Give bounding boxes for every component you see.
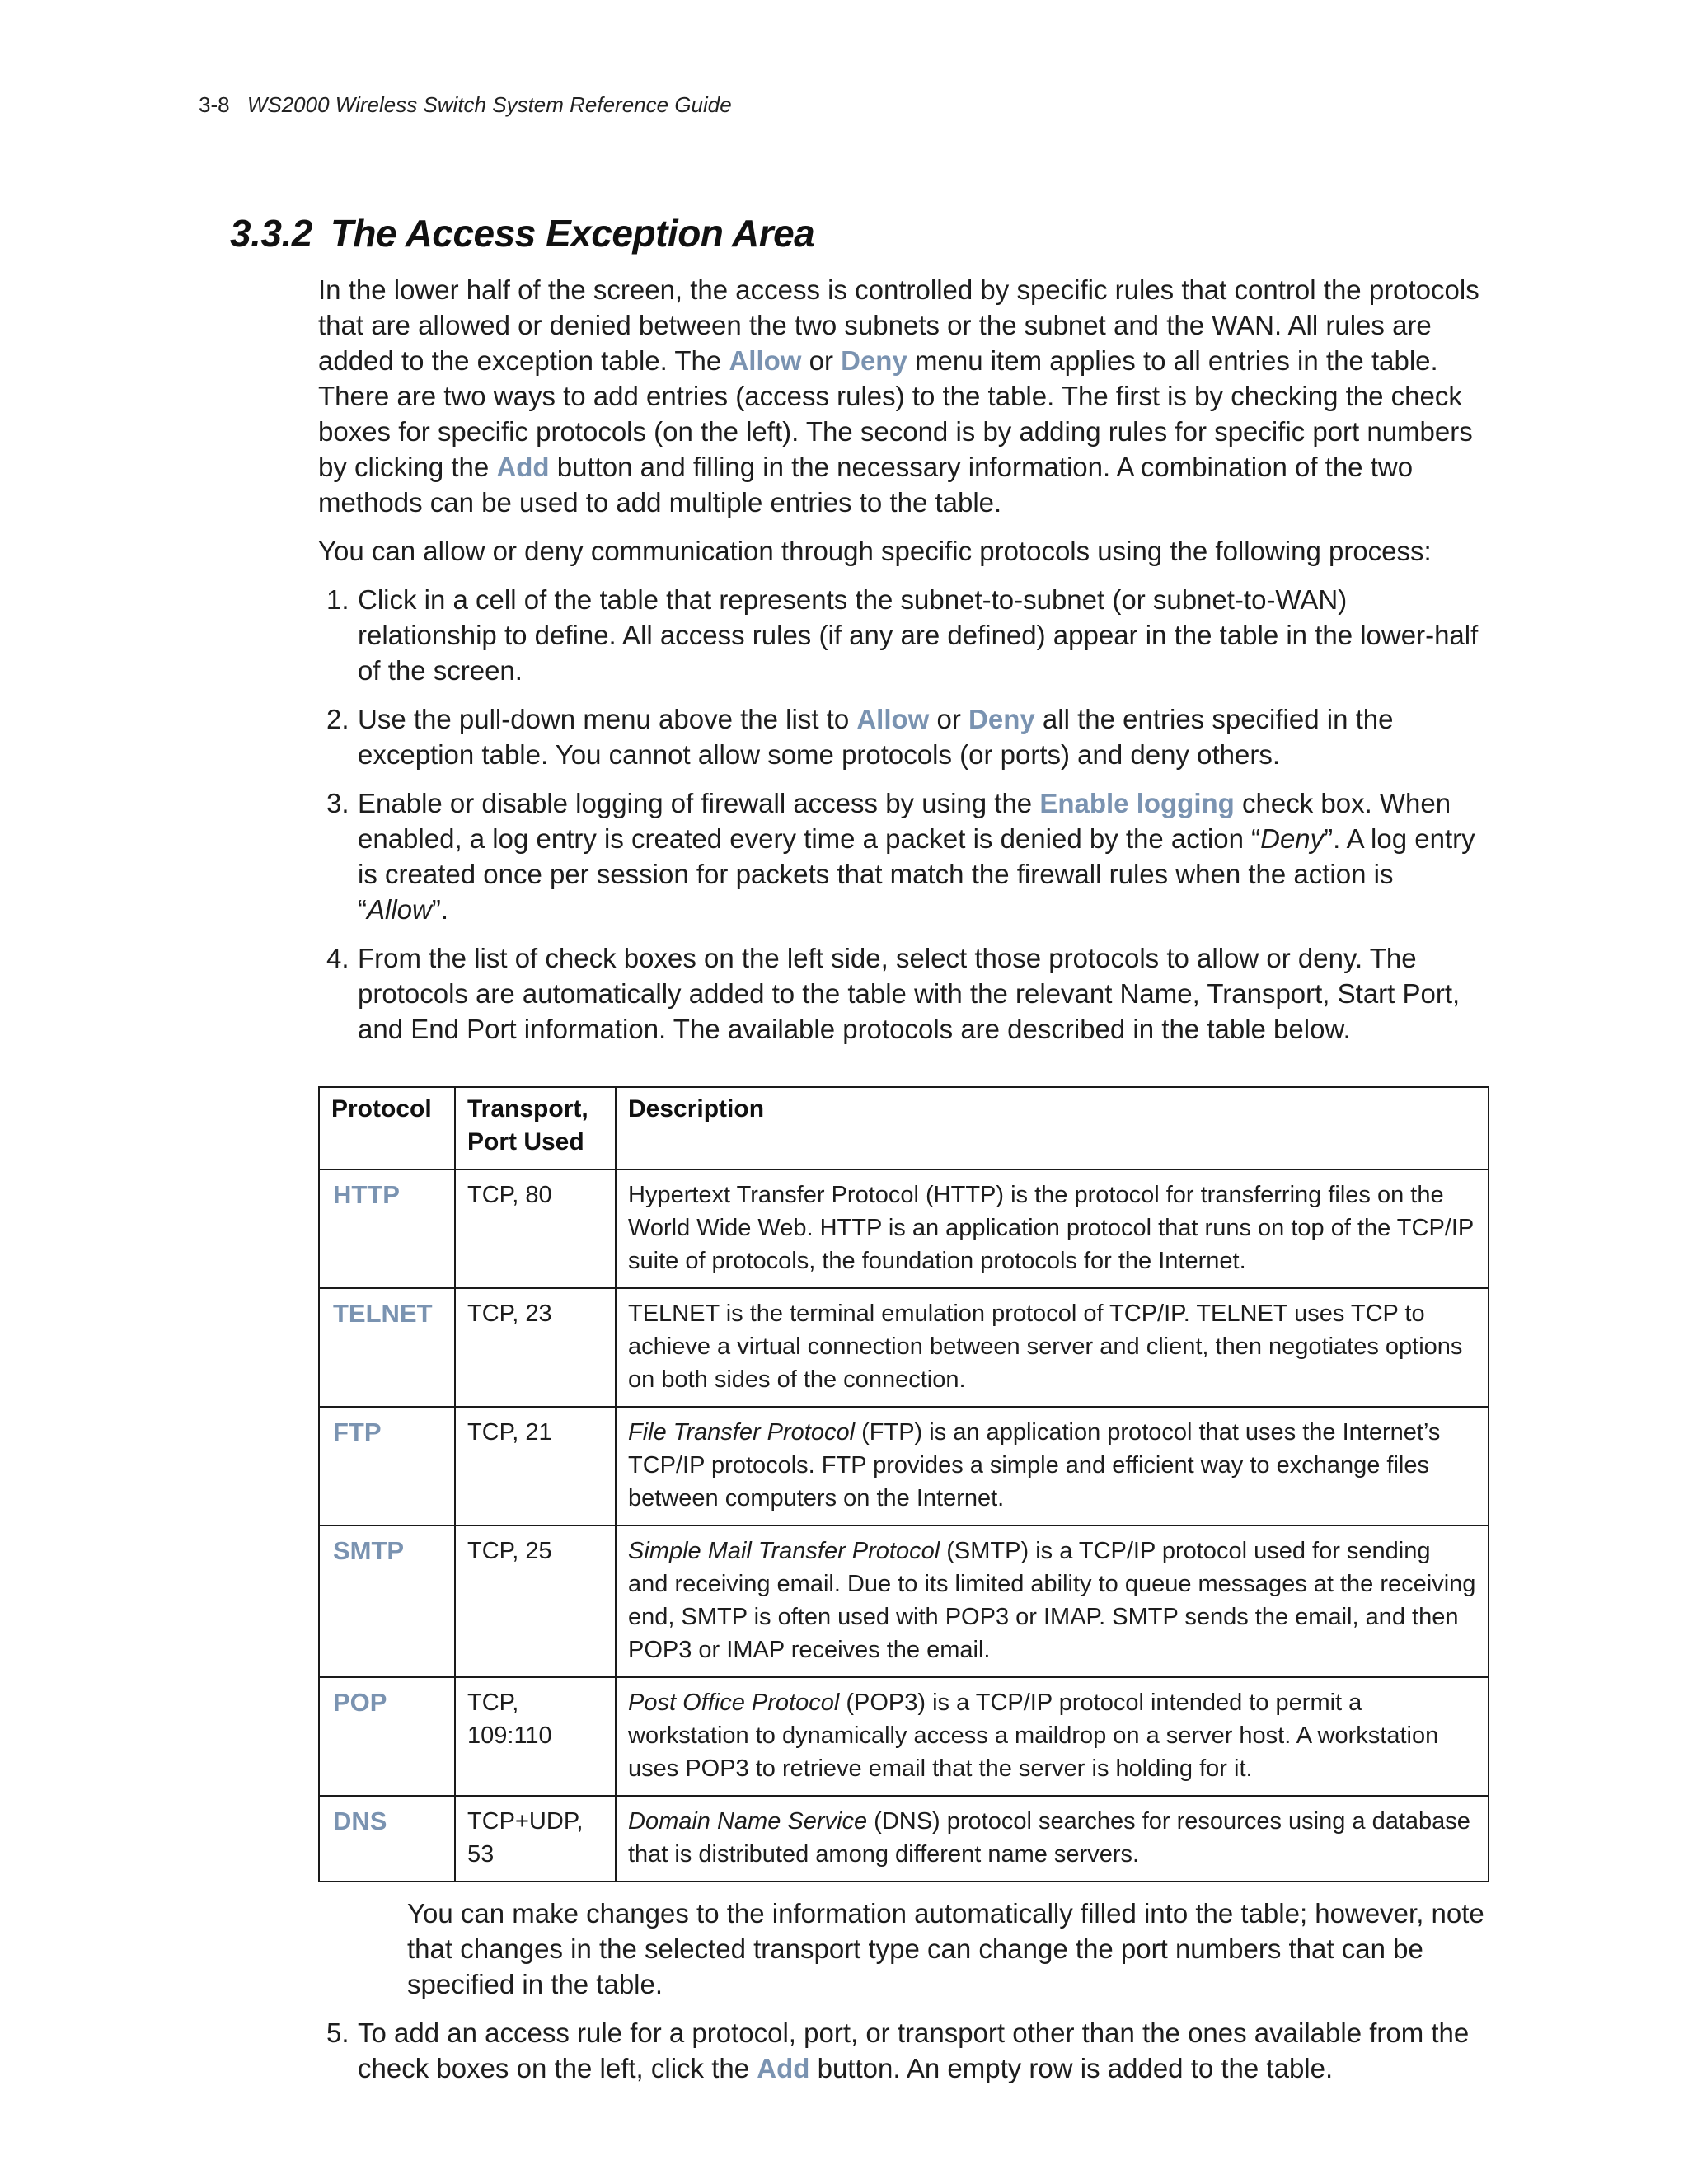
description-italic: Simple Mail Transfer Protocol (628, 1538, 940, 1564)
enable-logging-keyword: Enable logging (1039, 788, 1235, 818)
column-header-transport (455, 1087, 616, 1169)
add-keyword: Add (757, 2053, 810, 2083)
table-row (319, 1677, 1489, 1796)
transport-port: TCP, 80 (455, 1169, 616, 1288)
transport-port: TCP, 23 (455, 1288, 616, 1407)
step-text: check box. When enabled, a log entry is created every time a packet is denied by the action “ (358, 788, 1451, 854)
page-body (318, 272, 1489, 2099)
transport-port: TCP, 21 (455, 1407, 616, 1526)
step-number: 4. (326, 943, 349, 973)
table-note: You can make changes to the information automatically filled into the table; however, note that changes in the selected transport type can change the port numbers that can be specified in the table. (407, 1898, 1484, 1999)
column-header-description: Description (616, 1087, 1489, 1169)
add-keyword: Add (496, 452, 550, 482)
intro-text-3: button and filling in the necessary information. A combination of the two methods can be used to add multiple entries to the table. (318, 452, 1414, 518)
description-text: TELNET is the terminal emulation protocol of TCP/IP. TELNET uses TCP to achieve a virtual connection between server and client, then negotiates options on both sides of the connection. (628, 1301, 1463, 1393)
protocol-table (318, 1086, 1489, 1882)
description-text: (FTP) is an application protocol that uses the Internet’s TCP/IP protocols. FTP provides a simple and efficient way to exchange files between computers on the Internet. (628, 1419, 1441, 1511)
intro-or: or (801, 345, 842, 376)
description-text: Hypertext Transfer Protocol (HTTP) is the protocol for transferring files on the World Wide Web. HTTP is an application protocol that runs on top of the TCP/IP suite of protocols, the foundation protocols for the Internet. (628, 1182, 1474, 1274)
transport-header-line-1: Transport, (467, 1095, 588, 1122)
step-number: 5. (326, 2018, 349, 2048)
running-header (199, 92, 732, 118)
steps-list (318, 582, 1489, 2086)
protocol-description (616, 1169, 1489, 1288)
deny-italic: Deny (1260, 823, 1325, 854)
step-text: To add an access rule for a protocol, port, or transport other than the ones available from the check boxes on the left, click the (358, 2018, 1470, 2083)
step-text: From the list of check boxes on the left side, select those protocols to allow or deny. The protocols are automatically added to the table with the relevant Name, Transport, Start Port, and End Port information. The available protocols are described in the table below. (358, 943, 1461, 1044)
section-title: The Access Exception Area (330, 212, 815, 255)
protocol-description (616, 1677, 1489, 1796)
section-heading (230, 211, 814, 255)
step-number: 2. (326, 704, 349, 734)
protocol-name: DNS (319, 1796, 455, 1882)
page-number: 3-8 (199, 92, 230, 117)
step-text: button. An empty row is added to the table. (809, 2053, 1334, 2083)
protocol-name: HTTP (319, 1169, 455, 1288)
step-text: Click in a cell of the table that represents the subnet-to-subnet (or subnet-to-WAN) relationship to define. All access rules (if any are defined) appear in the table in the lower-half of the screen. (358, 584, 1479, 686)
table-header-row (319, 1087, 1489, 1169)
step-4 (318, 940, 1489, 2002)
step-2 (318, 701, 1489, 772)
transport-port: TCP, 25 (455, 1526, 616, 1677)
step-number: 1. (326, 584, 349, 615)
description-text: (DNS) protocol searches for resources using a database that is distributed among different name servers. (628, 1808, 1470, 1868)
step-text: ”. (431, 894, 449, 925)
section-number: 3.3.2 (230, 212, 312, 255)
protocol-name: SMTP (319, 1526, 455, 1677)
allow-keyword: Allow (856, 704, 930, 734)
description-text: (SMTP) is a TCP/IP protocol used for sending and receiving email. Due to its limited ability to queue messages at the receiving end, SMTP is often used with POP3 or IMAP. SMTP sends the email, and then POP3 or IMAP receives the email. (628, 1538, 1476, 1663)
description-italic: Post Office Protocol (628, 1690, 840, 1716)
intro-text-1: In the lower half of the screen, the access is controlled by specific rules that control the protocols that are allowed or denied between the two subnets or the subnet and the WAN. All rules are added to the exception table. The (318, 274, 1479, 376)
transport-header-line-2: Port Used (467, 1128, 584, 1155)
description-italic: Domain Name Service (628, 1808, 868, 1835)
protocol-description (616, 1526, 1489, 1677)
description-italic: File Transfer Protocol (628, 1419, 856, 1446)
description-text: (POP3) is a TCP/IP protocol intended to permit a workstation to dynamically access a maildrop on a server host. A workstation uses POP3 to retrieve email that the server is holding for it. (628, 1690, 1439, 1782)
allow-keyword: Allow (729, 345, 802, 376)
allow-italic: Allow (367, 894, 432, 925)
deny-keyword: Deny (841, 345, 907, 376)
table-row (319, 1796, 1489, 1882)
protocol-name: POP (319, 1677, 455, 1796)
column-header-protocol: Protocol (319, 1087, 455, 1169)
intro-text-2: menu item applies to all entries in the table. There are two ways to add entries (access rules) to the table. The first is by checking the check boxes for specific protocols (on the left). The second is by adding rules for specific port numbers by clicking the (318, 345, 1473, 482)
process-intro: You can allow or deny communication through specific protocols using the following process: (318, 536, 1432, 566)
step-text: all the entries specified in the exception table. You cannot allow some protocols (or ports) and deny others. (358, 704, 1394, 770)
step-5 (318, 2015, 1489, 2086)
step-1 (318, 582, 1489, 688)
protocol-description (616, 1288, 1489, 1407)
table-row (319, 1288, 1489, 1407)
transport-port: TCP, 109:110 (455, 1677, 616, 1796)
table-row (319, 1169, 1489, 1288)
intro-paragraph (318, 272, 1489, 520)
guide-title: WS2000 Wireless Switch System Reference Guide (246, 92, 732, 117)
protocol-name: TELNET (319, 1288, 455, 1407)
protocol-description (616, 1407, 1489, 1526)
step-3 (318, 785, 1489, 927)
step-text: or (929, 704, 969, 734)
step-text: Use the pull-down menu above the list to (358, 704, 857, 734)
transport-port: TCP+UDP, 53 (455, 1796, 616, 1882)
table-row (319, 1407, 1489, 1526)
step-number: 3. (326, 788, 349, 818)
protocol-description (616, 1796, 1489, 1882)
protocol-name: FTP (319, 1407, 455, 1526)
step-text: ”. A log entry is created once per session for packets that match the firewall rules when the action is “ (358, 823, 1475, 925)
step-text: Enable or disable logging of firewall access by using the (358, 788, 1040, 818)
deny-keyword: Deny (968, 704, 1035, 734)
table-row (319, 1526, 1489, 1677)
